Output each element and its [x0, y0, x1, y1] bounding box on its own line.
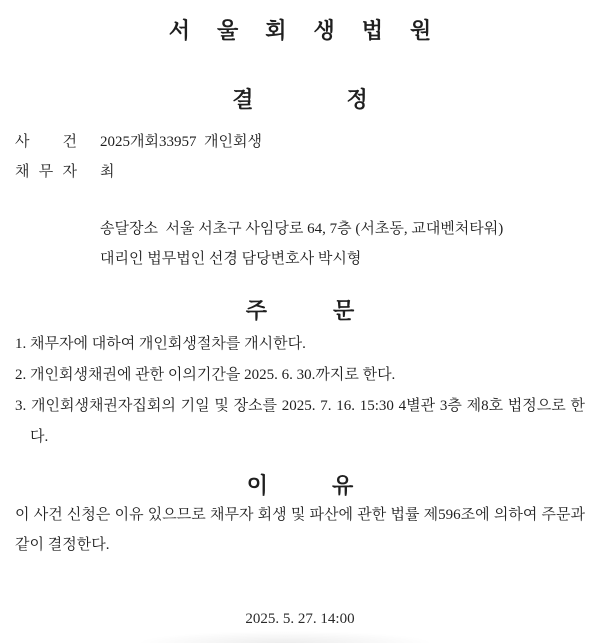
reason-section-heading: 이유 — [246, 473, 418, 498]
case-label: 사 건 — [15, 134, 77, 150]
attorney-line: 대리인 법무법인 선경 담당변호사 박시형 — [100, 251, 362, 267]
order-section-heading: 주문 — [245, 298, 421, 323]
service-address-line: 송달장소 서울 서초구 사임당로 64, 7층 (서초동, 교대벤처타워) — [100, 221, 504, 237]
debtor-label: 채 무 자 — [15, 164, 77, 180]
debtor-name: 최 — [100, 164, 115, 180]
reason-body-text: 이 사건 신청은 이유 있으므로 채무자 회생 및 파산에 관한 법률 제596조에 의하여 주문과 같이 결정한다. — [15, 507, 585, 553]
order-item-3: 3. 개인회생채권자집회의 기일 및 장소를 2025. 7. 16. 15:30 4별관 3층 제8호 법정으로 한다. — [15, 398, 585, 445]
order-item-2: 2. 개인회생채권에 관한 이의기간을 2025. 6. 30.까지로 한다. — [15, 367, 396, 383]
party-details-section — [15, 214, 585, 274]
case-row — [15, 127, 585, 157]
order-item-1: 1. 채무자에 대하여 개인회생절차를 개시한다. — [15, 336, 306, 352]
case-meta-section — [15, 127, 585, 187]
document-type-heading: 결정 — [232, 87, 461, 112]
case-number: 2025개회33957 개인회생 — [100, 134, 262, 150]
order-list — [15, 329, 585, 453]
decision-datetime: 2025. 5. 27. 14:00 — [245, 611, 355, 627]
court-name-heading: 서울회생법원 — [168, 18, 459, 43]
debtor-row — [15, 157, 585, 187]
